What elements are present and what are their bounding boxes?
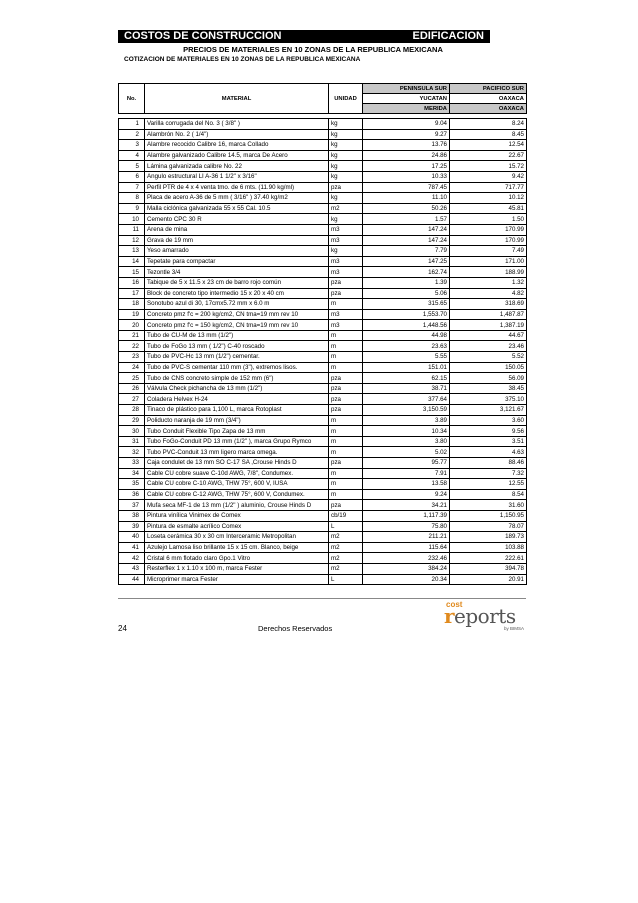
cell-material: Block de concreto tipo intermedio 15 x 20 x 40 cm xyxy=(145,288,329,299)
cell-unidad: m3 xyxy=(329,267,363,278)
cell-unidad: kg xyxy=(329,150,363,161)
cell-price-zone2: 3.51 xyxy=(450,436,527,447)
cell-price-zone1: 147.24 xyxy=(363,235,450,246)
cell-price-zone2: 375.10 xyxy=(450,394,527,405)
cell-unidad: kg xyxy=(329,171,363,182)
cell-material: Loseta cerámica 30 x 30 cm Interceramic Metropolitan xyxy=(145,532,329,543)
cell-price-zone1: 162.74 xyxy=(363,267,450,278)
table-row xyxy=(119,458,527,469)
cell-material: Placa de acero A-36 de 5 mm ( 3/16" ) 37.40 kg/m2 xyxy=(145,193,329,204)
cell-unidad: kg xyxy=(329,161,363,172)
cell-no: 21 xyxy=(119,330,145,341)
cell-no: 18 xyxy=(119,299,145,310)
table-row xyxy=(119,362,527,373)
cell-unidad: pza xyxy=(329,288,363,299)
cell-no: 35 xyxy=(119,479,145,490)
cell-no: 44 xyxy=(119,574,145,585)
cell-price-zone1: 384.24 xyxy=(363,563,450,574)
cell-material: Tubo de PVC-S cementar 110 mm (3"), extremos lisos. xyxy=(145,362,329,373)
cell-price-zone2: 103.88 xyxy=(450,542,527,553)
table-row xyxy=(119,542,527,553)
table-row xyxy=(119,574,527,585)
table-row xyxy=(119,405,527,416)
logo-reports-word xyxy=(444,604,516,628)
cell-unidad: kg xyxy=(329,140,363,151)
table-row xyxy=(119,140,527,151)
cell-price-zone2: 4.82 xyxy=(450,288,527,299)
cell-material: Pintura de esmalte acrílico Comex xyxy=(145,521,329,532)
table-row xyxy=(119,563,527,574)
column-header-material: MATERIAL xyxy=(145,84,329,114)
table-row xyxy=(119,510,527,521)
cell-unidad: L xyxy=(329,521,363,532)
cell-price-zone1: 50.26 xyxy=(363,203,450,214)
cell-no: 4 xyxy=(119,150,145,161)
copyright-notice: Derechos Reservados xyxy=(258,624,333,633)
cell-no: 32 xyxy=(119,447,145,458)
cell-unidad: m3 xyxy=(329,224,363,235)
column-header-no: No. xyxy=(119,84,145,114)
section-title: EDIFICACION xyxy=(412,30,484,42)
cell-material: Perfil PTR de 4 x 4 venta tmo. de 6 mts. (11.90 kg/ml) xyxy=(145,182,329,193)
cell-material: Cable CU cobre suave C-10d AWG, 7/8", Condumex. xyxy=(145,468,329,479)
cell-no: 11 xyxy=(119,224,145,235)
table-row xyxy=(119,468,527,479)
cell-price-zone1: 17.25 xyxy=(363,161,450,172)
cell-price-zone1: 147.24 xyxy=(363,224,450,235)
cell-material: Mufa seca MF-1 de 13 mm (1/2" ) aluminio, Crouse Hinds D xyxy=(145,500,329,511)
cell-price-zone2: 171.00 xyxy=(450,256,527,267)
cell-price-zone1: 232.46 xyxy=(363,553,450,564)
cell-price-zone2: 20.91 xyxy=(450,574,527,585)
cell-material: Alambre galvanizado Calibre 14.5, marca De Acero xyxy=(145,150,329,161)
zone2-region: PACIFICO SUR xyxy=(450,84,527,94)
cell-price-zone2: 3.60 xyxy=(450,415,527,426)
cell-unidad: pza xyxy=(329,394,363,405)
cell-material: Cable CU cobre C-10 AWG, THW 75°, 600 V, IUSA xyxy=(145,479,329,490)
cell-no: 30 xyxy=(119,426,145,437)
cell-price-zone1: 75.80 xyxy=(363,521,450,532)
table-row xyxy=(119,193,527,204)
cell-material: Microprimer marca Fester xyxy=(145,574,329,585)
cell-price-zone1: 7.79 xyxy=(363,246,450,257)
cell-no: 24 xyxy=(119,362,145,373)
zone2-city: OAXACA xyxy=(450,104,527,114)
cell-material: Coladera Helvex H-24 xyxy=(145,394,329,405)
cell-material: Caja condulet de 13 mm SO C-17 SA ,Crouse Hinds D xyxy=(145,458,329,469)
cell-price-zone2: 188.99 xyxy=(450,267,527,278)
cell-price-zone1: 315.65 xyxy=(363,299,450,310)
page-number: 24 xyxy=(118,624,127,633)
cell-price-zone2: 78.07 xyxy=(450,521,527,532)
cell-unidad: kg xyxy=(329,193,363,204)
cell-no: 42 xyxy=(119,553,145,564)
cell-no: 6 xyxy=(119,171,145,182)
table-row xyxy=(119,489,527,500)
cell-price-zone2: 38.45 xyxy=(450,383,527,394)
cell-price-zone1: 23.63 xyxy=(363,341,450,352)
materials-table-body xyxy=(119,119,527,585)
cell-material: Cable CU cobre C-12 AWG, THW 75°, 600 V, Condumex. xyxy=(145,489,329,500)
table-row xyxy=(119,235,527,246)
cell-no: 28 xyxy=(119,405,145,416)
cell-no: 2 xyxy=(119,129,145,140)
table-row xyxy=(119,479,527,490)
table-row xyxy=(119,246,527,257)
cell-material: Cristal 6 mm flotado claro Gpo.1 Vitro xyxy=(145,553,329,564)
cell-material: Tubo FoGo-Conduit PD 13 mm (1/2" ), marca Grupo Rymco xyxy=(145,436,329,447)
table-row xyxy=(119,161,527,172)
cell-price-zone1: 62.15 xyxy=(363,373,450,384)
cell-price-zone1: 377.64 xyxy=(363,394,450,405)
cell-price-zone2: 88.46 xyxy=(450,458,527,469)
cell-price-zone2: 1.32 xyxy=(450,277,527,288)
cell-unidad: pza xyxy=(329,373,363,384)
cell-material: Tubo de FoGo 13 mm ( 1/2") C-40 roscado xyxy=(145,341,329,352)
cell-no: 41 xyxy=(119,542,145,553)
cell-price-zone1: 3.89 xyxy=(363,415,450,426)
table-row xyxy=(119,426,527,437)
cell-unidad: m2 xyxy=(329,532,363,543)
cost-reports-logo xyxy=(444,600,524,634)
cell-unidad: cb/19 xyxy=(329,510,363,521)
cell-unidad: m xyxy=(329,447,363,458)
cell-price-zone1: 38.71 xyxy=(363,383,450,394)
cell-unidad: m xyxy=(329,479,363,490)
logo-cost-word: cost xyxy=(446,600,463,609)
zone1-city: MERIDA xyxy=(363,104,450,114)
cell-unidad: m xyxy=(329,436,363,447)
cell-no: 40 xyxy=(119,532,145,543)
cell-price-zone2: 189.73 xyxy=(450,532,527,543)
cell-unidad: m3 xyxy=(329,320,363,331)
cell-price-zone2: 150.05 xyxy=(450,362,527,373)
cell-price-zone2: 31.60 xyxy=(450,500,527,511)
table-row xyxy=(119,309,527,320)
cell-material: Grava de 19 mm xyxy=(145,235,329,246)
cell-price-zone2: 222.61 xyxy=(450,553,527,564)
cell-material: Alambre recocido Calibre 16, marca Collado xyxy=(145,140,329,151)
cell-material: Tubo de PVC-Hc 13 mm (1/2") cementar. xyxy=(145,352,329,363)
cell-unidad: m3 xyxy=(329,235,363,246)
table-row xyxy=(119,277,527,288)
cell-price-zone2: 394.78 xyxy=(450,563,527,574)
cell-no: 1 xyxy=(119,119,145,130)
cell-material: Lámina galvanizada calibre No. 22 xyxy=(145,161,329,172)
cell-unidad: kg xyxy=(329,129,363,140)
cell-no: 25 xyxy=(119,373,145,384)
cell-price-zone2: 12.55 xyxy=(450,479,527,490)
cell-price-zone2: 717.77 xyxy=(450,182,527,193)
cell-no: 16 xyxy=(119,277,145,288)
table-row xyxy=(119,182,527,193)
cell-unidad: m2 xyxy=(329,203,363,214)
cell-material: Tubo PVC-Conduit 13 mm ligero marca omega. xyxy=(145,447,329,458)
cell-material: Malla ciclónica galvanizada 55 x 55 Cal. 10.5 xyxy=(145,203,329,214)
table-caption: COTIZACION DE MATERIALES EN 10 ZONAS DE LA REPUBLICA MEXICANA xyxy=(124,56,361,63)
cell-unidad: m xyxy=(329,330,363,341)
cell-material: Válvula Check pichancha de 13 mm (1/2") xyxy=(145,383,329,394)
cell-price-zone2: 1.50 xyxy=(450,214,527,225)
cell-unidad: kg xyxy=(329,119,363,130)
cell-unidad: pza xyxy=(329,277,363,288)
cell-material: Tepetate para compactar xyxy=(145,256,329,267)
cell-no: 17 xyxy=(119,288,145,299)
cell-price-zone2: 1,487.87 xyxy=(450,309,527,320)
cell-material: Cemento CPC 30 R xyxy=(145,214,329,225)
cell-no: 10 xyxy=(119,214,145,225)
cell-price-zone1: 1,117.39 xyxy=(363,510,450,521)
cell-unidad: pza xyxy=(329,383,363,394)
cell-no: 19 xyxy=(119,309,145,320)
cell-unidad: kg xyxy=(329,214,363,225)
cell-price-zone2: 10.12 xyxy=(450,193,527,204)
cell-price-zone2: 1,387.19 xyxy=(450,320,527,331)
cell-price-zone1: 10.34 xyxy=(363,426,450,437)
materials-table-header xyxy=(118,83,527,114)
cell-no: 38 xyxy=(119,510,145,521)
cell-price-zone1: 9.24 xyxy=(363,489,450,500)
cell-price-zone1: 7.91 xyxy=(363,468,450,479)
table-row xyxy=(119,320,527,331)
footer-divider xyxy=(118,598,526,599)
cell-price-zone1: 5.06 xyxy=(363,288,450,299)
cell-price-zone1: 13.58 xyxy=(363,479,450,490)
cell-unidad: m3 xyxy=(329,256,363,267)
table-row xyxy=(119,150,527,161)
cell-no: 31 xyxy=(119,436,145,447)
cell-price-zone1: 20.34 xyxy=(363,574,450,585)
cell-unidad: m xyxy=(329,299,363,310)
cell-unidad: m3 xyxy=(329,309,363,320)
cell-no: 33 xyxy=(119,458,145,469)
cell-unidad: pza xyxy=(329,182,363,193)
cell-no: 20 xyxy=(119,320,145,331)
cell-price-zone1: 115.64 xyxy=(363,542,450,553)
cell-no: 9 xyxy=(119,203,145,214)
cell-unidad: m xyxy=(329,489,363,500)
cell-price-zone2: 170.99 xyxy=(450,235,527,246)
table-row xyxy=(119,352,527,363)
logo-eports-letters: eports xyxy=(454,604,516,628)
cell-price-zone2: 1,150.95 xyxy=(450,510,527,521)
cell-material: Sonotubo azul di 30, 17cmx5.72 mm x 6.0 m xyxy=(145,299,329,310)
cell-price-zone2: 8.45 xyxy=(450,129,527,140)
table-row xyxy=(119,203,527,214)
cell-no: 37 xyxy=(119,500,145,511)
cell-material: Tubo de CNS concreto simple de 152 mm (6") xyxy=(145,373,329,384)
zone1-state: YUCATAN xyxy=(363,94,450,104)
table-row xyxy=(119,224,527,235)
table-row xyxy=(119,129,527,140)
cell-price-zone2: 7.32 xyxy=(450,468,527,479)
cell-no: 34 xyxy=(119,468,145,479)
table-row xyxy=(119,553,527,564)
cell-material: Poliducto naranja de 19 mm (3/4") xyxy=(145,415,329,426)
logo-r-letter: r xyxy=(444,604,455,628)
cell-material: Pintura vinílica Vinimex de Comex xyxy=(145,510,329,521)
cell-unidad: m xyxy=(329,426,363,437)
cell-no: 22 xyxy=(119,341,145,352)
document-title: COSTOS DE CONSTRUCCION xyxy=(124,30,282,42)
cell-unidad: m2 xyxy=(329,553,363,564)
cell-price-zone1: 3.80 xyxy=(363,436,450,447)
table-row xyxy=(119,299,527,310)
cell-no: 14 xyxy=(119,256,145,267)
cell-price-zone2: 8.24 xyxy=(450,119,527,130)
cell-price-zone2: 7.49 xyxy=(450,246,527,257)
cell-no: 26 xyxy=(119,383,145,394)
cell-no: 13 xyxy=(119,246,145,257)
cell-no: 5 xyxy=(119,161,145,172)
cell-price-zone2: 15.72 xyxy=(450,161,527,172)
cell-unidad: m xyxy=(329,362,363,373)
cell-unidad: m xyxy=(329,468,363,479)
table-row xyxy=(119,394,527,405)
table-row xyxy=(119,532,527,543)
cell-material: Tabique de 5 x 11.5 x 23 cm de barro rojo común xyxy=(145,277,329,288)
cell-price-zone1: 1.57 xyxy=(363,214,450,225)
cell-price-zone1: 211.21 xyxy=(363,532,450,543)
cell-price-zone1: 95.77 xyxy=(363,458,450,469)
cell-unidad: pza xyxy=(329,458,363,469)
table-row xyxy=(119,447,527,458)
cell-price-zone2: 8.54 xyxy=(450,489,527,500)
cell-price-zone1: 1,448.56 xyxy=(363,320,450,331)
table-row xyxy=(119,119,527,130)
cell-price-zone1: 147.25 xyxy=(363,256,450,267)
cell-price-zone1: 9.04 xyxy=(363,119,450,130)
table-row xyxy=(119,373,527,384)
cell-material: Varilla corrugada del No. 3 ( 3/8" ) xyxy=(145,119,329,130)
cell-unidad: m2 xyxy=(329,563,363,574)
cell-material: Azulejo Lamosa liso brillante 15 x 15 cm. Blanco, beige xyxy=(145,542,329,553)
cell-material: Yeso amarrado xyxy=(145,246,329,257)
cell-unidad: pza xyxy=(329,500,363,511)
table-row xyxy=(119,436,527,447)
cell-no: 39 xyxy=(119,521,145,532)
table-row xyxy=(119,330,527,341)
logo-byline: by BIMSA xyxy=(503,626,524,631)
cell-price-zone2: 22.67 xyxy=(450,150,527,161)
table-row xyxy=(119,171,527,182)
cell-no: 36 xyxy=(119,489,145,500)
cell-no: 43 xyxy=(119,563,145,574)
cell-material: Arena de mina xyxy=(145,224,329,235)
cell-material: Tubo de CU-M de 13 mm (1/2") xyxy=(145,330,329,341)
table-row xyxy=(119,521,527,532)
cell-no: 3 xyxy=(119,140,145,151)
cell-price-zone2: 23.46 xyxy=(450,341,527,352)
cell-price-zone2: 45.81 xyxy=(450,203,527,214)
table-row xyxy=(119,500,527,511)
cell-unidad: L xyxy=(329,574,363,585)
cell-price-zone2: 5.52 xyxy=(450,352,527,363)
cell-no: 7 xyxy=(119,182,145,193)
cell-price-zone1: 44.98 xyxy=(363,330,450,341)
cell-price-zone1: 151.01 xyxy=(363,362,450,373)
cell-material: Concreto pmz f'c = 200 kg/cm2, CN tma=19 mm rev 10 xyxy=(145,309,329,320)
cell-price-zone2: 4.63 xyxy=(450,447,527,458)
cell-no: 23 xyxy=(119,352,145,363)
table-row xyxy=(119,256,527,267)
cell-price-zone1: 34.21 xyxy=(363,500,450,511)
cell-no: 15 xyxy=(119,267,145,278)
table-row xyxy=(119,415,527,426)
cell-unidad: m xyxy=(329,415,363,426)
table-row xyxy=(119,267,527,278)
cell-price-zone2: 9.56 xyxy=(450,426,527,437)
cell-unidad: kg xyxy=(329,246,363,257)
cell-unidad: m xyxy=(329,352,363,363)
cell-material: Alambrón No. 2 ( 1/4") xyxy=(145,129,329,140)
table-row xyxy=(119,288,527,299)
cell-price-zone1: 11.10 xyxy=(363,193,450,204)
cell-price-zone1: 10.33 xyxy=(363,171,450,182)
cell-price-zone1: 13.76 xyxy=(363,140,450,151)
cell-price-zone1: 9.27 xyxy=(363,129,450,140)
cell-price-zone2: 12.54 xyxy=(450,140,527,151)
cell-price-zone2: 56.09 xyxy=(450,373,527,384)
cell-unidad: m xyxy=(329,341,363,352)
document-title-bar xyxy=(118,30,490,43)
cell-no: 29 xyxy=(119,415,145,426)
cell-unidad: m2 xyxy=(329,542,363,553)
cell-price-zone1: 1,553.70 xyxy=(363,309,450,320)
cell-price-zone1: 5.02 xyxy=(363,447,450,458)
cell-material: Resterflex 1 x 1.10 x 100 m, marca Fester xyxy=(145,563,329,574)
cell-material: Angulo estructural LI A-36 1 1/2" x 3/16" xyxy=(145,171,329,182)
cell-no: 12 xyxy=(119,235,145,246)
cell-price-zone1: 5.55 xyxy=(363,352,450,363)
cell-price-zone2: 170.99 xyxy=(450,224,527,235)
materials-table xyxy=(118,118,527,585)
cell-no: 8 xyxy=(119,193,145,204)
cell-price-zone2: 44.67 xyxy=(450,330,527,341)
table-row xyxy=(119,214,527,225)
cell-material: Concreto pmz f'c = 150 kg/cm2, CN tma=19 mm rev 10 xyxy=(145,320,329,331)
zone1-region: PENINSULA SUR xyxy=(363,84,450,94)
page-subtitle: PRECIOS DE MATERIALES EN 10 ZONAS DE LA REPUBLICA MEXICANA xyxy=(183,45,443,54)
cell-price-zone1: 24.86 xyxy=(363,150,450,161)
cell-material: Tezontle 3/4 xyxy=(145,267,329,278)
cell-no: 27 xyxy=(119,394,145,405)
cell-price-zone2: 3,121.67 xyxy=(450,405,527,416)
table-row xyxy=(119,341,527,352)
zone2-state: OAXACA xyxy=(450,94,527,104)
cell-price-zone1: 787.45 xyxy=(363,182,450,193)
cell-unidad: pza xyxy=(329,405,363,416)
table-row xyxy=(119,383,527,394)
cell-price-zone1: 3,150.59 xyxy=(363,405,450,416)
column-header-unidad: UNIDAD xyxy=(329,84,363,114)
cell-price-zone1: 1.39 xyxy=(363,277,450,288)
cell-price-zone2: 9.42 xyxy=(450,171,527,182)
cell-material: Tinaco de plástico para 1,100 L, marca Rotoplast xyxy=(145,405,329,416)
cell-material: Tubo Conduit Flexible Tipo Zapa de 13 mm xyxy=(145,426,329,437)
cell-price-zone2: 318.69 xyxy=(450,299,527,310)
